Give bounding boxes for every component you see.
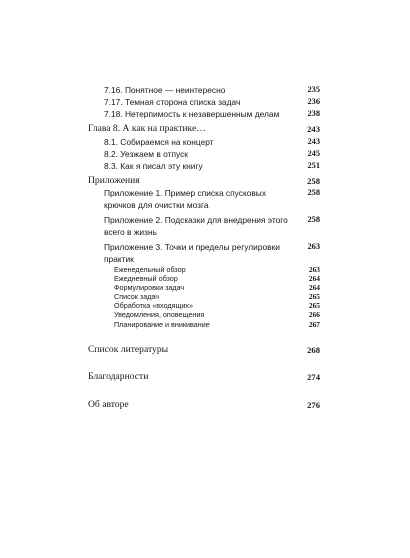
toc-entry-title: 8.3. Как я писал эту книгу [104,160,203,171]
toc-about-author [88,399,320,412]
toc-chapter-title: Список литературы [88,343,169,355]
toc-subentry-title: Ежедневный обзор [114,274,178,284]
toc-appendix-2 [88,214,320,238]
toc-entry-7-16 [88,84,320,96]
toc-subentry-title: Еженедельный обзор [114,265,186,274]
toc-entry-page: 258 [307,188,320,197]
toc-entry-title: Приложение 3. Точки и пределы регулировки практик [104,242,280,264]
toc-chapter-page: 258 [307,175,320,186]
toc-entry-7-18 [88,108,320,120]
toc-chapter-page: 274 [307,372,320,383]
toc-subentry-page: 263 [308,265,320,274]
table-of-contents [88,84,320,411]
toc-entry-page: 238 [307,109,320,118]
toc-chapter-title: Благодарности [88,371,149,383]
toc-entry-title: 7.18. Нетерпимость к незавершенным делам [104,109,280,119]
toc-entry-page: 243 [307,136,320,146]
toc-subentry [88,265,320,274]
spacer [88,384,320,396]
toc-entry-7-17 [88,96,320,108]
toc-chapter-title: Глава 8. А как на практике… [88,123,206,134]
toc-subentry [88,292,320,301]
toc-entry-title: 7.16. Понятное — неинтересно [104,85,226,95]
toc-appendix-1 [88,187,320,211]
toc-subentry-page: 265 [308,301,320,311]
toc-entry-page: 251 [307,160,320,170]
toc-subentry [88,320,320,329]
toc-subentry [88,283,320,292]
toc-subentry-title: Обработка «входящих» [114,301,194,311]
toc-entry-page: 258 [307,215,320,224]
toc-subentry-title: Список задач [114,292,159,302]
toc-subentry-title: Уведомления, оповещения [114,310,205,320]
toc-entry-page: 245 [307,148,320,158]
toc-subentry [88,301,320,310]
toc-subentry-page: 266 [308,310,320,320]
toc-entry-title: 8.2. Уезжаем в отпуск [104,148,188,159]
toc-chapter-title: Об авторе [88,398,129,410]
toc-chapter-page: 243 [307,124,320,134]
toc-subentry-title: Формулировки задач [114,283,185,293]
toc-subentry-page: 265 [308,292,320,302]
toc-acknowledgements [88,371,320,384]
toc-entry-page: 263 [307,242,320,251]
toc-entry-page: 235 [307,85,320,94]
toc-entry-8-1 [88,136,320,148]
toc-entry-8-3 [88,160,320,172]
toc-entry-title: Приложение 1. Пример списка спусковых крючков для очистки мозга [104,188,267,210]
toc-references [88,344,320,357]
toc-subentry-title: Планирование и вникивание [114,319,210,329]
toc-chapter-page: 268 [307,344,320,355]
toc-subentry [88,274,320,283]
toc-entry-title: Приложение 2. Подсказки для внедрения этого всего в жизнь [104,215,288,237]
toc-subentry-page: 264 [308,283,320,293]
toc-entry-8-2 [88,148,320,160]
spacer [88,356,320,368]
spacer [88,329,320,341]
toc-subentry-page: 267 [308,319,320,329]
toc-chapter-8 [88,123,320,136]
toc-entry-title: 7.17. Темная сторона списка задач [104,97,241,107]
toc-entry-page: 236 [307,97,320,106]
toc-subentry-page: 264 [308,274,320,284]
toc-appendices [88,175,320,188]
toc-chapter-page: 276 [307,399,320,410]
toc-chapter-title: Приложения [88,174,140,186]
toc-appendix-3 [88,241,320,265]
toc-subentry [88,310,320,319]
toc-entry-title: 8.1. Собираемся на концерт [104,136,214,147]
